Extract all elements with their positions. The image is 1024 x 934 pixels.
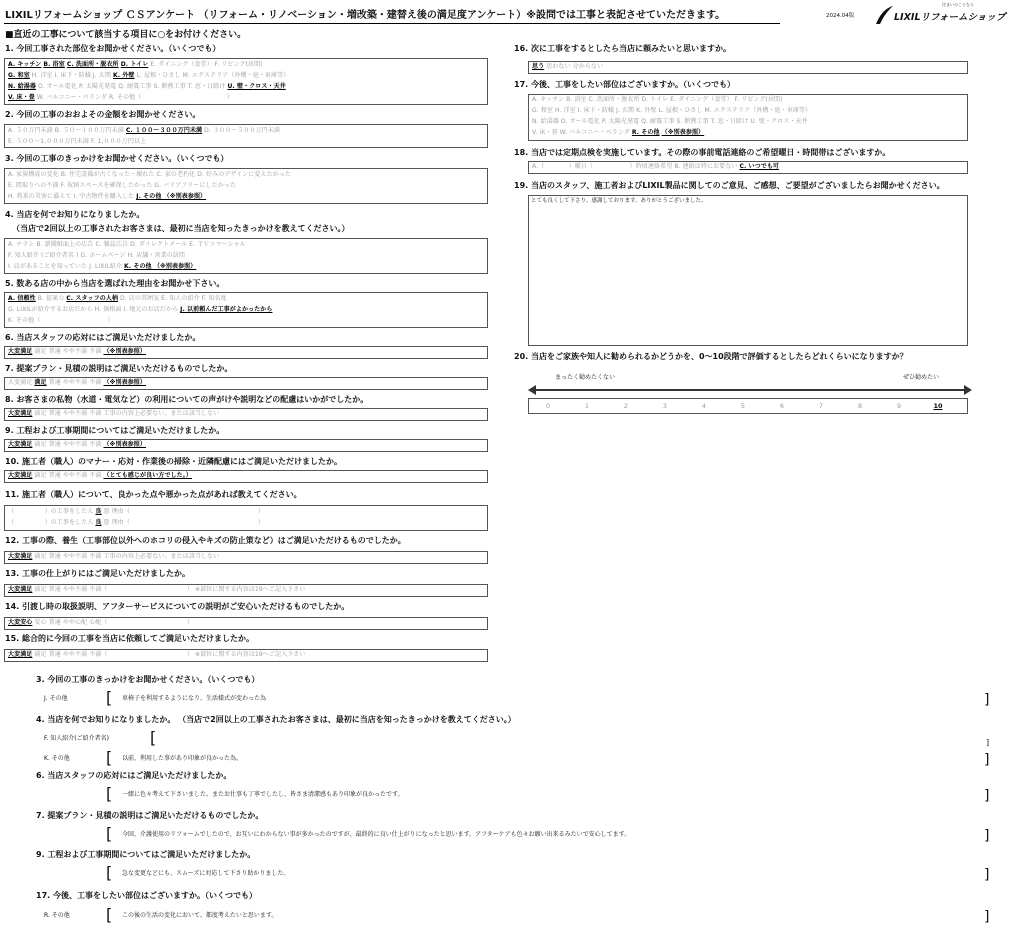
selected-option: （※別表参照） [103,348,146,355]
option-text: H. 将来の災害に備えて I. 中古物件を購入した [8,193,137,200]
option-line [8,520,264,526]
selected-option: 大変満足 [8,410,33,417]
option-text: W. バルコニー・ベランダ R. その他（ ） [34,94,233,101]
option-line [8,194,206,200]
header-rule [4,23,780,24]
bracket-open: [ [106,824,113,843]
scale-value[interactable]: 6 [779,402,785,410]
comment-text[interactable]: 以前、利用した事があり印象が良かった為。 [122,755,243,762]
scale-value[interactable]: 3 [662,402,668,410]
comment-question: 17. 今後、工事をしたい部位はございますか。（いくつでも） [36,891,257,900]
selected-option: （とても感じが良い方でした。） [103,472,192,479]
comment-label: J. その他 [44,695,68,702]
bracket-open: [ [106,863,113,882]
comment-label: K. その他 [44,755,70,762]
option-line [532,108,811,114]
option-text: A. 家族構成の変化 B. 住宅設備が古くなった・壊れた C. 家の老朽化 D. 好みのデザインに変えたかった [8,171,291,178]
option-text: E. ５００～1,０００万円未満 F. 1,０００万円以上 [8,138,147,145]
scale-value[interactable]: 9 [896,402,902,410]
option-line [8,411,219,417]
q12-title: 12. 工事の際、養生（工事部位以外へのホコリの侵入やキズの防止策など）はご満足いただけるものでしたか。 [5,536,406,545]
option-text: 満足 普通 やや不満 不満 [32,348,104,355]
selected-option: K. 外壁 [113,72,135,79]
q5-title: 5. 数ある店の中から当店を選ばれた理由をお聞かせ下さい。 [5,279,225,288]
option-line [532,64,603,70]
selected-option: 大変満足 [8,348,33,355]
form-title: LIXILリフォームショップ ＣＳアンケート （リフォーム・リノベーション・増改築・建替え後の満足度アンケート）※設問では工事と表記させていただきます。 [5,10,726,21]
q16-title: 16. 次に工事をするとしたら当店に頼みたいと思いますか。 [514,44,731,53]
selected-option: 思う [532,63,545,70]
bracket-close: ] [984,828,990,844]
selected-option: U. 壁・クロス・天井 [227,83,286,90]
option-line [8,318,114,324]
comment-text[interactable]: 急な変更などにも、スムーズに対応して下さり助かりました。 [122,870,290,877]
lixil-logo [874,2,1006,25]
option-text: N. 給湯器 O. オール電化 P. 太陽光発電 Q. 耐震工事 S. 断熱工事 T. 窓・日除け U. 壁・クロス・天井 [532,118,808,125]
comment-question: 7. 提案プラン・見積の説明はご満足いただけるものでしたか。 [36,811,264,820]
option-text: D. 店の雰囲気 E. 知人の紹介 F. 知名度 [118,295,227,302]
option-text: 満足 普通 やや不満 不満 [32,441,104,448]
selected-option: A. キッチン [8,61,42,68]
selected-option: 大変満足 [8,553,33,560]
option-line [8,349,146,355]
option-line [8,554,219,560]
option-line [8,620,193,626]
option-line [8,587,306,593]
q2-title: 2. 今回の工事のおおよその金額をお聞かせください。 [5,110,201,119]
q14-title: 14. 引渡し時の取扱説明、アフターサービスについての説明がご安心いただけるものでしたか。 [5,602,350,611]
q10-title: 10. 施工者（職人）のマナー・応対・作業後の掃除・近隣配慮にはご満足いただけましたか。 [5,457,342,466]
option-text: 大変満足 [8,379,35,386]
selected-option: N. 給湯器 [8,83,36,90]
comment-text[interactable]: 車椅子を利用するようになり、生活様式が変わった為 [122,695,266,702]
option-line [8,652,306,658]
selected-option: C. スタッフの人柄 [66,295,119,302]
option-line [8,307,272,313]
option-line [8,84,286,90]
form-version: 2024.04版 [826,13,855,19]
option-text: A. キッチン B. 浴室 C. 洗面所・脱衣所 D. トイレ E. ダイニング（食堂） F. リビング(居間) [532,96,783,103]
selected-option: D. トイレ [120,61,149,68]
q15-title: 15. 総合的に今回の工事を当店に依頼してご満足いただけましたか。 [5,634,254,643]
scale-value[interactable]: 10 [933,402,943,410]
q4-title: 4. 当店を何でお知りになりましたか。 [5,210,145,219]
selected-option: K. その他 （※別表参照） [124,263,197,270]
scale-value[interactable]: 1 [584,402,590,410]
scale-value[interactable]: 8 [857,402,863,410]
selected-option: B. 浴室 [43,61,65,68]
q3-title: 3. 今回の工事のきっかけをお聞かせください。（いくつでも） [5,154,229,163]
option-text: 満足 普通 やや不満 不満（ ） ※部位に関する内容は19へご記入下さい [32,586,306,593]
q20-scale-line [532,389,968,391]
option-text: A.（ ）曜日（ ）時頃連絡希望 B. 連絡は特にお要ない [532,163,740,170]
arrow-right-icon [964,385,972,395]
option-text: （ ）の工事をした人 [8,508,96,515]
option-line [8,442,146,448]
q11-title: 11. 施工者（職人）について、良かった点や悪かった点があれば教えてください。 [5,490,302,499]
option-text: A. ５０万円未満 B. ５０～１００万円未満 [8,127,126,134]
comment-question: 9. 工程および工事期間についてはご満足いただけましたか。 [36,850,256,859]
option-text: B. 提案力 [35,295,67,302]
q4-subtitle: （当店で2回以上の工事されたお客さまは、最初に当店を知ったきっかけを教えてください。） [12,224,350,233]
scale-value[interactable]: 4 [701,402,707,410]
option-line [532,130,704,136]
option-text: G. LIXILが紹介するお店だから H. 価格面 I. 地元のお店だから [8,306,181,313]
option-text: 悪 理由（ ） [101,519,265,526]
comment-label: F. 知人紹介(ご紹介者名) [44,735,109,742]
option-line [8,73,289,79]
bracket-close: ] [984,692,990,708]
selected-option: 大変満足 [8,651,33,658]
option-text: D. ３００～５００万円未満 [202,127,280,134]
comment-question: 6. 当店スタッフの応対にはご満足いただけましたか。 [36,771,232,780]
option-line [8,95,233,101]
q1-title: 1. 今回工事された部位をお聞かせください。（いくつでも） [5,44,221,53]
selected-option: G. 和室 [8,72,30,79]
option-text: K. その他（ ） [8,317,114,324]
selected-option: V. 床・畳 [8,94,35,101]
comment-question: 3. 今回の工事のきっかけをお聞かせください。（いくつでも） [36,675,260,684]
selected-option: 満足 [34,379,47,386]
q20-right-label: ぜひ勧めたい [903,374,940,381]
logo-mark-icon [874,5,894,25]
option-text: F. 知人紹介 (ご紹介者名 ) G. ホームページ H. 店舗・営業の訪問 [8,252,185,259]
option-text: 思わない 分からない [544,63,604,70]
option-text: 満足 普通 やや不満 不満（ ） ※部位に関する内容は19へご記入下さい [32,651,306,658]
option-text: （ ）の工事をした人 [8,519,96,526]
option-line [532,97,783,103]
selected-option: C. いつでも可 [739,163,780,170]
option-line [8,242,246,248]
scale-value[interactable]: 0 [545,402,551,410]
option-text: G. 和室 H. 洋室 I. 床下・防蟻 J. 玄関 K. 外壁 L. 屋根・ひさし M. エクステリア（外構・庭・車庫等） [532,107,812,114]
option-line [8,253,185,259]
q20-title: 20. 当店をご家族や知人に勧められるかどうかを、0～10段階で評価するとしたらどれくらいになりますか？ [514,352,908,361]
option-text: O. オール電化 P. 太陽光発電 Q. 耐震工事 S. 断熱工事 T. 窓・日除け [36,83,228,90]
q19-title: 19. 当店のスタッフ、施工者およびLIXIL製品に関してのご意見、ご感想、ご要望がございましたらお聞かせください。 [514,181,945,190]
option-text: 普通 やや不満 不満 [46,379,104,386]
option-text: H. 洋室 I. 床下・防蟻 J. 玄関 [29,72,114,79]
option-line [8,139,146,145]
option-line [8,128,280,134]
arrow-left-icon [528,385,536,395]
selected-option: 大変安心 [8,619,33,626]
comment-text[interactable]: 一緒に色々考えて下さいました。またお仕事も丁寧でしたし、皆さま清潔感もあり印象が良かったです。 [122,791,404,798]
selected-option: 良 [95,508,102,515]
scale-value[interactable]: 2 [623,402,629,410]
q7-title: 7. 提案プラン・見積の説明はご満足いただけるものでしたか。 [5,364,233,373]
option-line [8,296,227,302]
bracket-close: ] [984,752,990,768]
option-text: E. ダイニング（食堂） F. リビング(居間) [148,61,263,68]
option-text: 安心 普通 やや心配 心配（ ） [32,619,193,626]
selected-option: A. 信頼性 [8,295,36,302]
option-line [532,119,808,125]
selected-option: 大変満足 [8,472,33,479]
selected-option: （※別表参照） [661,129,705,136]
comment-text[interactable]: この後の生活の変化において、都度考えたいと思います。 [122,912,278,919]
option-line [8,509,264,515]
q13-title: 13. 工事の仕上がりにはご満足いただけましたか。 [5,569,190,578]
option-line [8,264,196,270]
selected-option: 大変満足 [8,586,33,593]
selected-option: J. その他 （※別表参照） [136,193,207,200]
selected-option: （※別表参照） [103,379,147,386]
selected-option: 良 [95,519,102,526]
q19-answer-text: とても良くして下さり、感謝しております。ありがとうございました。 [531,198,707,204]
comment-question: 4. 当店を何でお知りになりましたか。 （当店で2回以上の工事されたお客さまは、最初に当店を知ったきっかけを教えてください。） [36,715,516,724]
option-text: A. チラシ B. 新聞紙面上の広告 C. 雑誌広告 D. ダイレクトメール E. ＴＶコマーシャル [8,241,246,248]
option-line [8,172,291,178]
comment-text[interactable]: 今回、介護使用のリフォームでしたので、お互いにわからない事が多かったのですが、最終的に良い仕上がりになったと思います。アフターケアも色々お願い出来るみたいで安心してます。 [122,831,631,838]
bracket-close: ] [984,867,990,883]
selected-option: （※別表参照） [103,441,146,448]
logo-tagline: 住まいのことなら [942,2,974,7]
q18-title: 18. 当店では定期点検を実施しています。その際の事前電話連絡のご希望曜日・時間帯はございますか。 [514,148,891,157]
q20-left-label: まったく勧めたくない [555,374,616,381]
scale-value[interactable]: 7 [818,402,824,410]
selected-option: J. 以前頼んだ工事がよかったから [180,306,273,313]
intro-text: ■直近の工事について該当する項目に○をお付けください。 [5,30,247,40]
bracket-close: ] [986,738,990,747]
comment-label: R. その他 [44,912,70,919]
bracket-open: [ [106,905,113,924]
option-line [8,380,146,386]
option-line [8,473,192,479]
q8-title: 8. お客さまの私物（水道・電気など）の利用についての声がけや説明などの配慮はいかがでしたか。 [5,395,369,404]
q19-answer-box[interactable] [528,195,968,346]
q17-title: 17. 今後、工事をしたい部位はございますか。（いくつでも） [514,80,735,89]
bracket-open: [ [150,728,157,747]
bracket-close: ] [984,909,990,925]
bracket-open: [ [106,748,113,767]
option-line [532,164,779,170]
option-text: 満足 普通 やや不満 不満 [32,472,104,479]
selected-option: C. 洗面所・脱衣所 [66,61,119,68]
bracket-open: [ [106,688,113,707]
bracket-close: ] [984,788,990,804]
q9-title: 9. 工程および工事期間についてはご満足いただけましたか。 [5,426,225,435]
option-text: E. 間取りへの不満 F. 収納スペースを確保したかった G. バリアフリーにしたかった [8,182,237,189]
q6-title: 6. 当店スタッフの応対にはご満足いただけましたか。 [5,333,201,342]
option-text: 満足 普通 やや不満 不満 工事の内容上必要ない、または該当しない [32,410,220,417]
selected-option: R. その他 [631,129,660,136]
option-line [8,183,236,189]
option-text: V. 床・畳 W. バルコニー・ベランダ [532,129,632,136]
option-text: 悪 理由（ ） [101,508,265,515]
option-text: L. 屋根・ひさし M. エクステリア（外構・庭・車庫等） [134,72,290,79]
selected-option: C. １００～３００万円未満 [125,127,203,134]
option-text: I. 店があることを知っていた J. LIXIL紹介 [8,263,125,270]
logo-name: LIXILリフォームショップ [894,12,1006,23]
bracket-open: [ [106,784,113,803]
scale-value[interactable]: 5 [740,402,746,410]
selected-option: 大変満足 [8,441,33,448]
option-text: 満足 普通 やや不満 不満 工事の内容上必要ない、または該当しない [32,553,220,560]
option-line [8,62,263,68]
